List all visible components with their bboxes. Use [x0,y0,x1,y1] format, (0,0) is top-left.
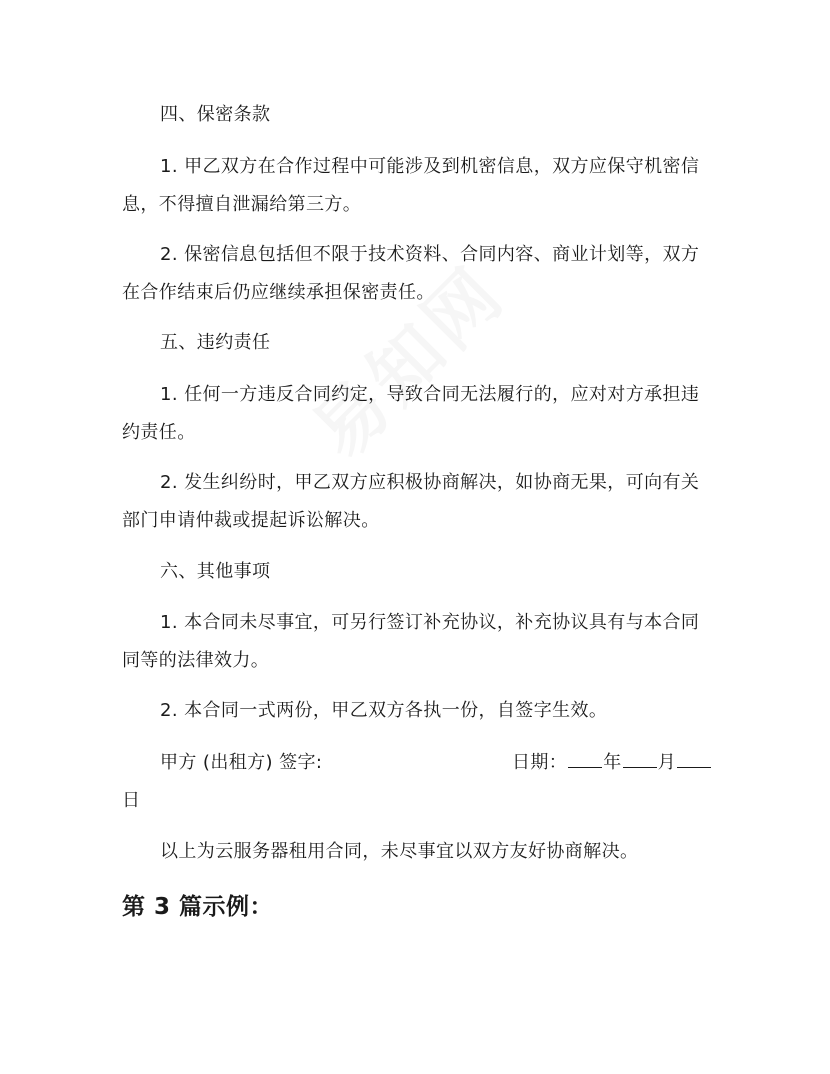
month-label: 月 [657,752,677,773]
year-label: 年 [603,752,622,773]
clause-other-1: 1. 本合同未尽事宜，可另行签订补充协议，补充协议具有与本合同同等的法律效力。 [122,612,700,671]
month-blank [623,745,657,768]
year-blank [568,745,602,768]
next-example-heading: 第 3 篇示例： [122,894,274,920]
day-label: 日 [122,790,141,811]
clause-other-2: 2. 本合同一式两份，甲乙双方各执一份，自签字生效。 [160,700,608,721]
clause-confidentiality-1: 1. 甲乙双方在合作过程中可能涉及到机密信息，双方应保守机密信息，不得擅自泄漏给第三方。 [122,156,700,215]
clause-liability-1: 1. 任何一方违反合同约定，导致合同无法履行的，应对对方承担违约责任。 [122,384,700,443]
clause-liability-2: 2. 发生纠纷时，甲乙双方应积极协商解决，如协商无果，可向有关部门申请仲裁或提起诉讼解决。 [122,472,700,531]
day-blank [677,745,711,768]
signature-date [512,744,712,782]
date-label: 日期： [512,752,568,773]
clause-confidentiality-2: 2. 保密信息包括但不限于技术资料、合同内容、商业计划等，双方在合作结束后仍应继续承担保密责任。 [122,244,700,303]
section-heading-other: 六、其他事项 [160,561,271,582]
closing-statement: 以上为云服务器租用合同，未尽事宜以双方友好协商解决。 [160,841,639,862]
section-heading-liability: 五、违约责任 [160,332,271,353]
section-heading-confidentiality: 四、保密条款 [160,104,271,125]
party-signature-label: 甲方 (出租方) 签字: [160,752,323,773]
